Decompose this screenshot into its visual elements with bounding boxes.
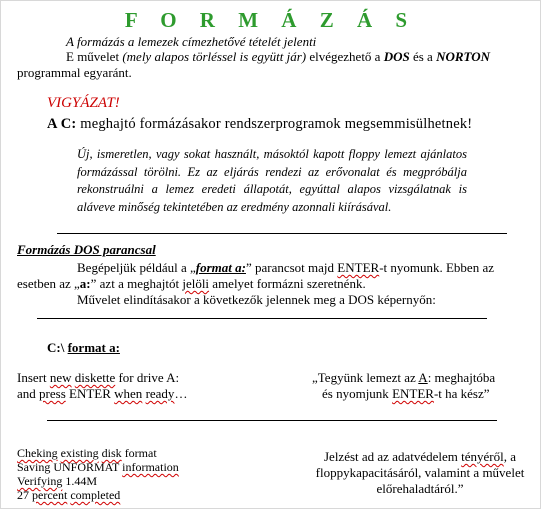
dos-screen-line-2: and press ENTER when ready… (17, 386, 188, 401)
warning-text: A C: meghajtó formázásakor rendszerprogramok megsemmisülhetnek! (47, 116, 473, 132)
explanation-line-1: Jelzést ad az adatvédelem tényéről, a (323, 449, 517, 464)
norton-label: NORTON (436, 49, 491, 64)
translation-line-1: „Tegyünk lemezt az A: meghajtóba (312, 370, 496, 385)
dos-screen-line-1: Insert new diskette for drive A: (17, 370, 180, 385)
command-line: C:\ format a: (47, 340, 120, 355)
explanation-line-2: floppykapacitásáról, valamint a művelet (315, 465, 525, 480)
intro-line-2: E művelet (mely alapos törléssel is együtt jár) elvégezhető a DOS és a NORTON (66, 49, 491, 64)
divider-2 (37, 318, 487, 319)
warning-title: VIGYÁZAT! (47, 95, 120, 111)
document-title: F O R M Á Z Á S (124, 8, 417, 32)
divider-1 (57, 233, 507, 234)
explanation-line-3: előrehaladtáról.” (376, 481, 464, 496)
section-paragraph-1: Begépeljük például a „format a:” parancsot majd ENTER-t nyomunk. Ebben az (77, 260, 494, 275)
dos-output-line-2: Saving UNFORMAT information (17, 460, 179, 474)
dos-output-line-3: Verifying 1.44M (17, 474, 97, 488)
section-title: Formázás DOS parancsal (17, 242, 156, 257)
intro-line-1: A formázás a lemezek címezhetővé tételét jelenti (66, 34, 317, 49)
quote-paragraph: Új, ismeretlen, vagy sokat használt, másoktól kapott floppy lemezt ajánlatos formázással törölni. Ez az eljárás rendezi az erővonalat és megpróbálja rekonstruálni a lemez eredeti állapotát, egyúttal alapos vizsgálatnak is aláveve minőség tekintetében az eredmény azonnali kiírásával. (77, 147, 467, 214)
divider-3 (47, 420, 497, 421)
format-command-inline: format a: (195, 260, 246, 275)
dos-output-line-4: 27 percent completed (17, 488, 121, 502)
dos-label: DOS (383, 49, 410, 64)
translation-line-2: és nyomjunk ENTER-t ha kész” (322, 386, 490, 401)
dos-output-line-1: Cheking existing disk format (17, 446, 157, 460)
intro-line-3: programmal egyaránt. (17, 65, 132, 80)
section-paragraph-2: esetben az „a:” azt a meghajtót jelöli amelyet formázni szeretnénk. (17, 276, 366, 291)
section-paragraph-3: Művelet elindításakor a következők jelennek meg a DOS képernyőn: (77, 292, 436, 307)
